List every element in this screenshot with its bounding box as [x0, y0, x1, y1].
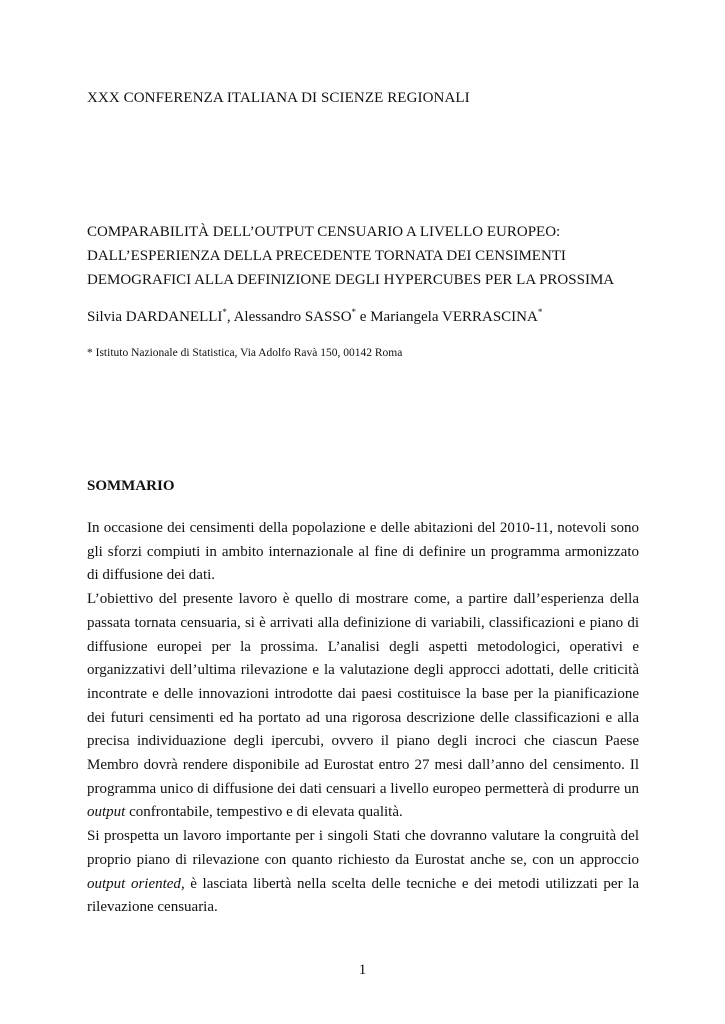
- abstract-paragraph: In occasione dei censimenti della popolazione e delle abitazioni del 2010-11, notevoli sono gli sforzi compiuti in ambito internazionale al fine di definire un programma armonizzato di diffusione dei dati.: [87, 520, 639, 584]
- abstract-paragraph: [87, 825, 639, 920]
- affiliation-mark: *: [222, 307, 227, 317]
- affiliation-mark: *: [537, 307, 543, 317]
- abstract-paragraph: [87, 588, 639, 825]
- author-list: [87, 309, 542, 326]
- title-line: DEMOGRAFICI ALLA DEFINIZIONE DEGLI HYPERCUBES PER LA PROSSIMA: [87, 272, 615, 288]
- author-separator: e: [356, 309, 371, 325]
- text-run: confrontabile, tempestivo e di elevata qualità.: [125, 804, 403, 821]
- affiliation: * Istituto Nazionale di Statistica, Via Adolfo Ravà 150, 00142 Roma: [87, 347, 403, 359]
- section-heading: SOMMARIO: [87, 478, 175, 494]
- paper-title: [87, 220, 647, 292]
- text-run: Si prospetta un lavoro importante per i singoli Stati che dovranno valutare la congruità del proprio piano di rilevazione con quanto richiesto da Eurostat anche se, con un approccio: [87, 828, 639, 868]
- author-name: Alessandro SASSO: [233, 309, 352, 325]
- italic-term: output oriented: [87, 875, 181, 892]
- author-name: Mariangela VERRASCINA: [370, 309, 538, 325]
- author-name: Silvia DARDANELLI: [87, 309, 223, 325]
- title-line: COMPARABILITÀ DELL’OUTPUT CENSUARIO A LIVELLO EUROPEO:: [87, 224, 561, 240]
- affiliation-mark: *: [351, 307, 357, 317]
- page-number: 1: [358, 962, 367, 978]
- conference-name: XXX CONFERENZA ITALIANA DI SCIENZE REGIONALI: [87, 90, 470, 106]
- text-run: L’obiettivo del presente lavoro è quello di mostrare come, a partire dall’esperienza della passata tornata censuaria, si è arrivati alla definizione di variabili, classificazioni e piano di diffusione europei per la prossima. L’analisi degli aspetti metodologici, operativi e organizzativi dell’ultima rilevazione e la valutazione degli approcci adottati, delle criticità incontrate e delle innovazioni introdotte dai paesi costituisce la base per la pianificazione dei futuri censimenti ed ha portato ad una rigorosa descrizione delle classificazioni e alla precisa individuazione degli ipercubi, ovvero il piano degli incroci che ciascun Paese Membro dovrà rendere disponibile ad Eurostat entro 27 mesi dall’anno del censimento. Il programma unico di diffusione dei dati censuari a livello europeo permetterà di produrre un: [87, 591, 639, 797]
- italic-term: output: [87, 804, 126, 821]
- abstract-body: [87, 517, 639, 920]
- title-line: DALL’ESPERIENZA DELLA PRECEDENTE TORNATA DEI CENSIMENTI: [87, 248, 566, 264]
- author-separator: ,: [226, 309, 234, 325]
- text-run: , è lasciata libertà nella scelta delle tecniche e dei metodi utilizzati per la rilevazione censuaria.: [87, 875, 640, 916]
